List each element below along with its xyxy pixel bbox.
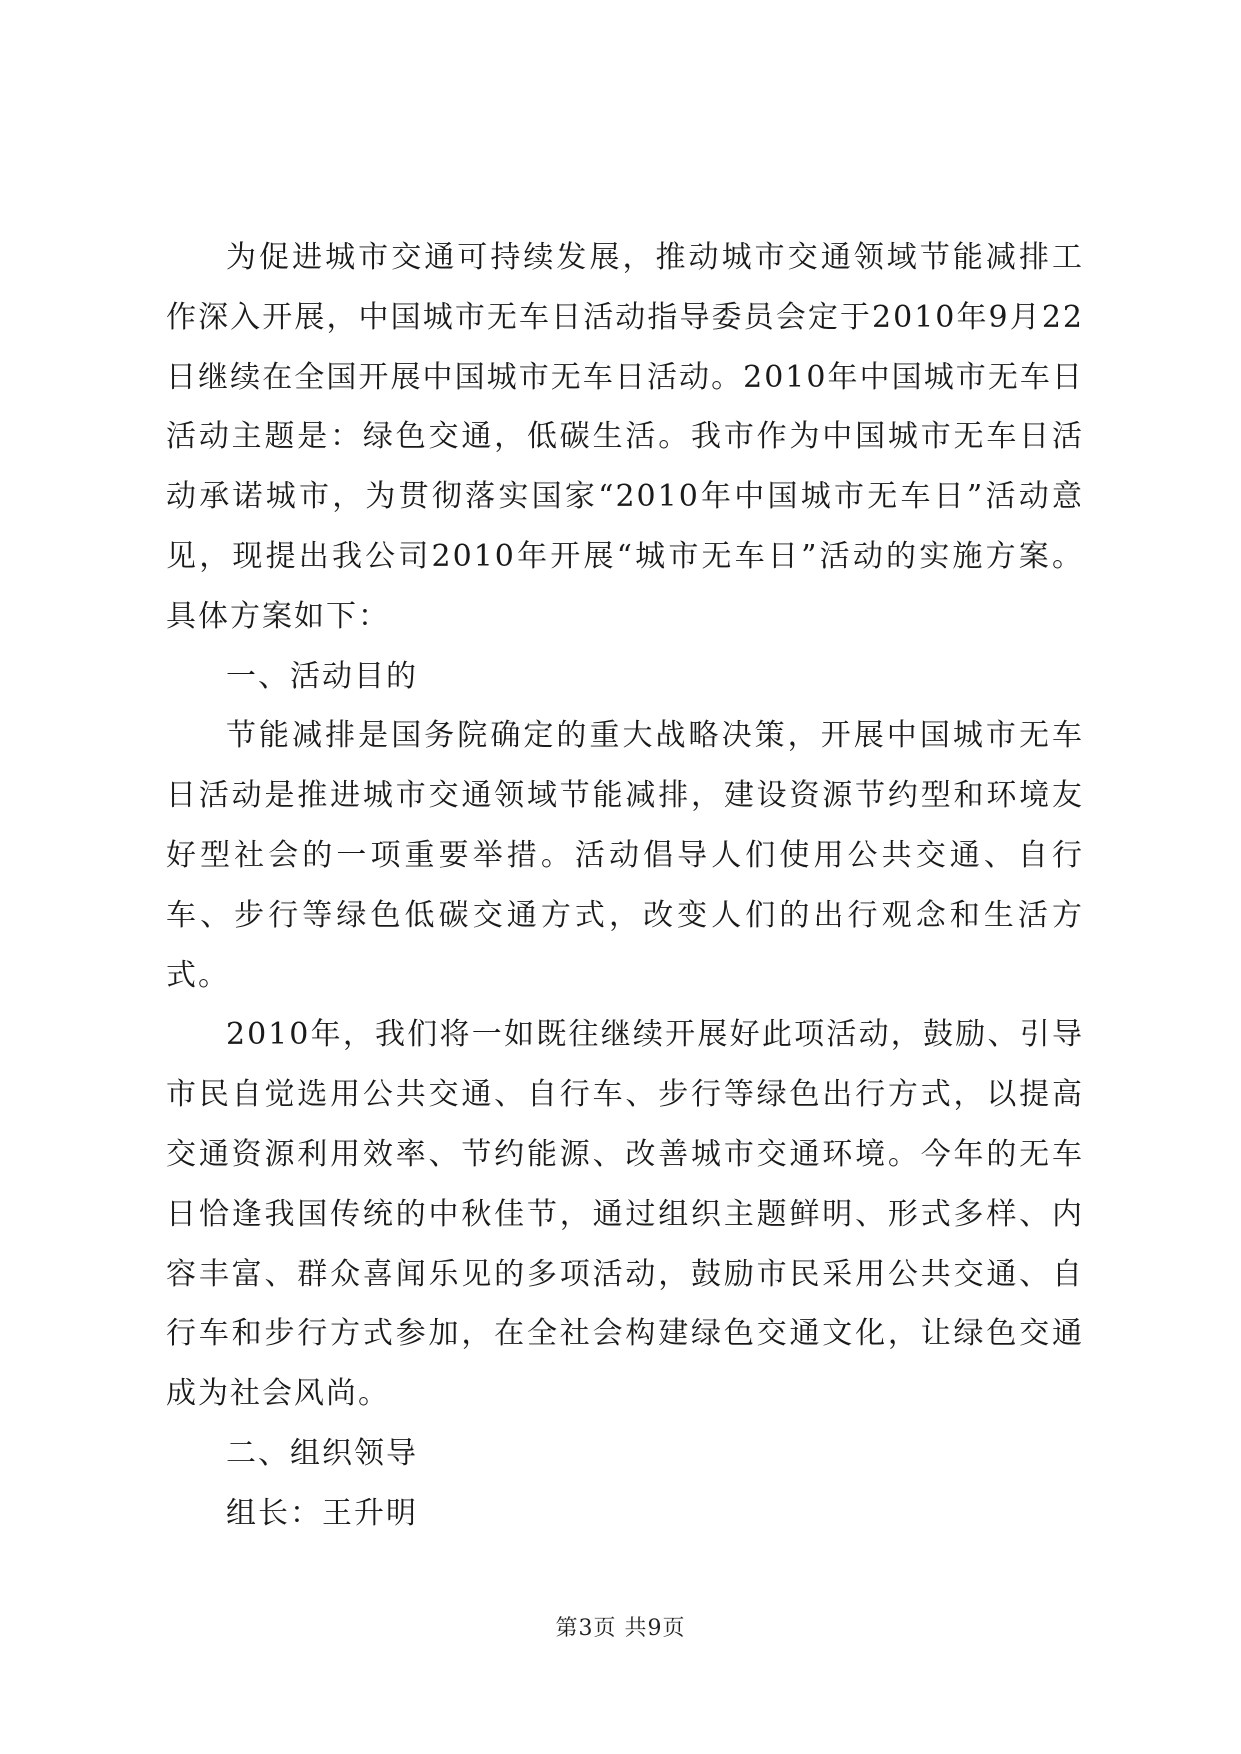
section-heading-leadership: 二、组织领导 <box>226 1435 418 1471</box>
section-heading-purpose: 一、活动目的 <box>226 658 418 694</box>
intro-paragraph: 为促进城市交通可持续发展，推动城市交通领域节能减排工作深入开展，中国城市无车日活动指导委员会定于2010年9月22日继续在全国开展中国城市无车日活动。2010年中国城市无车日活动主题是：绿色交通，低碳生活。我市作为中国城市无车日活动承诺城市，为贯彻落实国家“2010年中国城市无车日”活动意见，现提出我公司2010年开展“城市无车日”活动的实施方案。具体方案如下： <box>166 240 1084 634</box>
purpose-paragraph: 节能减排是国务院确定的重大战略决策，开展中国城市无车日活动是推进城市交通领域节能减排，建设资源节约型和环境友好型社会的一项重要举措。活动倡导人们使用公共交通、自行车、步行等绿色低碳交通方式，改变人们的出行观念和生活方式。 <box>166 718 1084 993</box>
page-number: 第3页 共9页 <box>555 1616 686 1641</box>
document-body <box>166 228 1084 1544</box>
page-footer <box>0 1614 1241 1644</box>
plan-paragraph: 2010年，我们将一如既往继续开展好此项活动，鼓励、引导市民自觉选用公共交通、自行车、步行等绿色出行方式，以提高交通资源利用效率、节约能源、改善城市交通环境。今年的无车日恰逢我国传统的中秋佳节，通过组织主题鲜明、形式多样、内容丰富、群众喜闻乐见的多项活动，鼓励市民采用公共交通、自行车和步行方式参加，在全社会构建绿色交通文化，让绿色交通成为社会风尚。 <box>166 1017 1084 1412</box>
leader-line: 组长：王升明 <box>226 1495 418 1531</box>
